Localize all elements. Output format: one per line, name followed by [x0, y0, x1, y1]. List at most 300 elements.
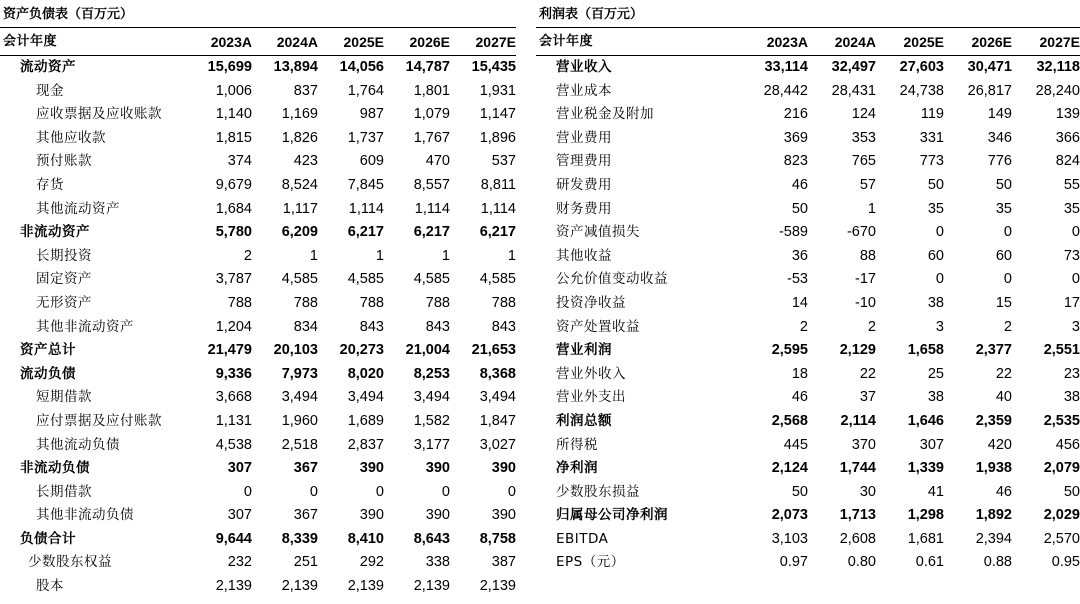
row-label: 预付账款	[36, 153, 92, 170]
row-value: 50	[927, 176, 944, 193]
row-value: 3,177	[413, 436, 450, 453]
row-value: 2,029	[1043, 507, 1080, 524]
row-value: 1	[375, 247, 384, 264]
table-row	[0, 410, 516, 434]
row-value: 2,359	[975, 412, 1012, 429]
row-value: 27,603	[899, 59, 944, 75]
row-value: 2,551	[1043, 342, 1080, 359]
row-value: 0	[441, 483, 450, 500]
table-row	[536, 504, 1080, 528]
row-value: 30	[859, 483, 876, 500]
row-value: 338	[425, 554, 450, 571]
table-row	[536, 80, 1080, 104]
row-value: 1,147	[479, 106, 516, 123]
table-row	[536, 292, 1080, 316]
table-row	[536, 481, 1080, 505]
table-row	[0, 198, 516, 222]
row-value: 60	[995, 247, 1012, 264]
row-label: 无形资产	[36, 294, 92, 311]
row-value: 1,681	[907, 530, 944, 547]
row-label: 资产减值损失	[556, 224, 640, 241]
table-row	[536, 410, 1080, 434]
row-label: 其他非流动资产	[36, 318, 134, 335]
row-value: 21,004	[405, 342, 450, 359]
row-value: 824	[1055, 153, 1080, 170]
row-value: 3	[935, 318, 944, 335]
row-value: 1,684	[215, 200, 252, 217]
row-value: 3,494	[281, 389, 318, 406]
row-value: 2,139	[281, 578, 318, 595]
row-label: 少数股东权益	[28, 554, 112, 571]
row-value: 8,758	[479, 530, 516, 547]
row-label: 现金	[36, 82, 64, 99]
row-value: 307	[919, 436, 944, 453]
row-label: 净利润	[556, 460, 598, 477]
row-value: 8,410	[347, 530, 384, 547]
row-value: 251	[293, 554, 318, 571]
row-value: 390	[425, 460, 450, 477]
row-value: 1,744	[839, 460, 876, 477]
row-value: 1,339	[907, 460, 944, 477]
header-label: 会计年度	[3, 34, 58, 49]
table-row	[0, 339, 516, 363]
row-value: 1,646	[907, 412, 944, 429]
row-value: 987	[359, 106, 384, 123]
row-value: 8,643	[413, 530, 450, 547]
row-value: 1,767	[413, 129, 450, 146]
row-value: 1,079	[413, 106, 450, 123]
row-label: 营业税金及附加	[556, 106, 654, 123]
row-value: 26,817	[967, 82, 1012, 99]
row-value: 2	[799, 318, 808, 335]
row-value: 3,668	[215, 389, 252, 406]
row-value: 0	[507, 483, 516, 500]
row-value: 1,764	[347, 82, 384, 99]
row-value: 2,139	[413, 578, 450, 595]
header-label: 会计年度	[539, 34, 594, 49]
row-value: 0.95	[1051, 554, 1080, 571]
row-value: 4,585	[413, 271, 450, 288]
table-row	[536, 551, 1080, 575]
row-label: 固定资产	[36, 271, 92, 288]
row-value: 3,494	[413, 389, 450, 406]
row-label: 其他流动负债	[36, 436, 120, 453]
row-label: 投资净收益	[556, 294, 626, 311]
row-value: 2	[1003, 318, 1012, 335]
row-value: 55	[1063, 176, 1080, 193]
row-value: 38	[1063, 389, 1080, 406]
table-row	[536, 56, 1080, 80]
row-value: 374	[227, 153, 252, 170]
row-value: 15,699	[207, 59, 252, 75]
balance-sheet-title: 资产负债表（百万元）	[0, 0, 516, 28]
row-label: 流动资产	[20, 59, 76, 75]
row-value: 1,006	[215, 82, 252, 99]
row-value: 28,431	[831, 82, 876, 99]
table-row	[0, 103, 516, 127]
row-label: 存货	[36, 176, 64, 193]
row-value: 7,973	[281, 365, 318, 382]
row-label: 公允价值变动收益	[556, 271, 668, 288]
row-value: 24,738	[899, 82, 944, 99]
row-label: 研发费用	[556, 176, 612, 193]
row-value: 390	[425, 507, 450, 524]
header-year: 2024A	[834, 34, 876, 50]
row-value: 6,217	[347, 224, 384, 241]
table-row	[536, 127, 1080, 151]
row-value: 20,103	[273, 342, 318, 359]
row-value: 3,103	[771, 530, 808, 547]
row-value: 20,273	[339, 342, 384, 359]
row-value: 2,837	[347, 436, 384, 453]
row-value: -17	[855, 271, 876, 288]
row-value: 2,518	[281, 436, 318, 453]
row-value: 2	[243, 247, 252, 264]
row-value: 369	[783, 129, 808, 146]
row-value: 1,960	[281, 412, 318, 429]
row-value: 1	[441, 247, 450, 264]
row-value: 2,568	[771, 412, 808, 429]
row-value: 1,689	[347, 412, 384, 429]
row-value: 445	[783, 436, 808, 453]
row-value: 7,845	[347, 176, 384, 193]
row-label: 营业费用	[556, 129, 612, 146]
row-label: 营业外收入	[556, 365, 626, 382]
row-value: 14,056	[339, 59, 384, 75]
row-label: 归属母公司净利润	[556, 507, 668, 524]
row-value: 22	[995, 365, 1012, 382]
row-value: 8,253	[413, 365, 450, 382]
row-label: 非流动负债	[20, 460, 90, 477]
row-value: 17	[1063, 294, 1080, 311]
row-value: 0.80	[847, 554, 876, 571]
row-label: 其他流动资产	[36, 200, 120, 217]
row-value: 5,780	[215, 224, 252, 241]
row-value: 2,124	[771, 460, 808, 477]
row-value: 1,114	[480, 200, 516, 217]
row-value: 0.88	[983, 554, 1012, 571]
table-row	[0, 127, 516, 151]
row-value: 1,131	[215, 412, 252, 429]
header-year: 2023A	[210, 34, 252, 50]
row-value: 46	[995, 483, 1012, 500]
header-year: 2027E	[475, 34, 516, 50]
row-value: -670	[846, 224, 876, 241]
row-label: 股本	[36, 578, 64, 595]
table-row	[0, 292, 516, 316]
table-row	[0, 150, 516, 174]
row-value: 788	[359, 294, 384, 311]
row-label: 流动负债	[20, 365, 76, 382]
row-value: 1,658	[907, 342, 944, 359]
row-label: 短期借款	[36, 389, 92, 406]
row-value: 609	[359, 153, 384, 170]
row-value: 33,114	[764, 59, 808, 75]
row-value: 25	[927, 365, 944, 382]
row-value: 3,027	[479, 436, 516, 453]
table-row	[536, 198, 1080, 222]
row-value: 13,894	[273, 59, 318, 75]
table-row	[0, 316, 516, 340]
row-value: 21,653	[471, 342, 516, 359]
row-value: 232	[227, 554, 252, 571]
table-row	[536, 150, 1080, 174]
row-label: 资产处置收益	[556, 318, 640, 335]
row-value: 216	[783, 106, 808, 123]
row-value: 1,114	[348, 200, 384, 217]
row-value: 0	[1071, 224, 1080, 241]
row-value: 8,557	[413, 176, 450, 193]
table-row	[536, 528, 1080, 552]
row-label: 应付票据及应付账款	[36, 412, 162, 429]
row-value: 788	[425, 294, 450, 311]
row-value: 35	[1063, 200, 1080, 217]
table-row	[536, 174, 1080, 198]
row-value: 2,139	[479, 578, 516, 595]
balance-sheet-header	[0, 28, 516, 56]
table-row	[0, 245, 516, 269]
row-label: 少数股东损益	[556, 483, 640, 500]
row-value: 1,892	[975, 507, 1012, 524]
row-value: 6,217	[413, 224, 450, 241]
income-statement-rows	[536, 56, 1080, 575]
row-value: 4,585	[281, 271, 318, 288]
row-value: 3,494	[479, 389, 516, 406]
row-value: 1	[309, 247, 318, 264]
row-label: 利润总额	[556, 412, 612, 429]
row-value: 2,139	[215, 578, 252, 595]
row-value: 4,538	[215, 436, 252, 453]
row-value: 9,336	[215, 365, 252, 382]
row-value: 292	[359, 554, 384, 571]
row-value: 1,801	[413, 82, 450, 99]
table-row	[536, 457, 1080, 481]
row-value: 420	[987, 436, 1012, 453]
table-row	[0, 434, 516, 458]
row-value: 765	[851, 153, 876, 170]
row-value: 6,217	[479, 224, 516, 241]
row-value: 2,377	[975, 342, 1012, 359]
row-value: 1,847	[479, 412, 516, 429]
row-value: 0	[1071, 271, 1080, 288]
row-value: 788	[491, 294, 516, 311]
row-value: 0	[243, 483, 252, 500]
balance-sheet-rows	[0, 56, 516, 599]
row-label: 营业成本	[556, 82, 612, 99]
row-value: 0	[375, 483, 384, 500]
row-value: 36	[791, 247, 808, 264]
row-value: 38	[927, 389, 944, 406]
row-value: 50	[791, 200, 808, 217]
row-value: 3,494	[347, 389, 384, 406]
row-value: 1,896	[479, 129, 516, 146]
table-row	[536, 245, 1080, 269]
row-value: 4,585	[479, 271, 516, 288]
row-value: 788	[293, 294, 318, 311]
row-value: 353	[851, 129, 876, 146]
row-value: 776	[987, 153, 1012, 170]
row-label: 财务费用	[556, 200, 612, 217]
row-label: EPS（元）	[556, 554, 625, 571]
row-value: 3	[1071, 318, 1080, 335]
row-value: 8,339	[281, 530, 318, 547]
row-value: 367	[293, 460, 318, 477]
table-row	[0, 363, 516, 387]
row-value: 537	[491, 153, 516, 170]
table-row	[0, 457, 516, 481]
row-value: 50	[1063, 483, 1080, 500]
row-label: 其他收益	[556, 247, 612, 264]
row-value: 50	[995, 176, 1012, 193]
table-row	[536, 103, 1080, 127]
row-value: 2,535	[1043, 412, 1080, 429]
table-row	[0, 56, 516, 80]
row-value: 2	[867, 318, 876, 335]
row-value: 28,240	[1035, 82, 1080, 99]
table-row	[536, 386, 1080, 410]
row-value: 18	[791, 365, 808, 382]
income-statement-panel	[536, 0, 1080, 575]
row-value: -10	[855, 294, 876, 311]
row-value: 0	[1003, 271, 1012, 288]
row-value: 2,073	[771, 507, 808, 524]
row-label: 负债合计	[20, 530, 76, 547]
row-value: 1,298	[907, 507, 944, 524]
row-value: 50	[791, 483, 808, 500]
table-row	[0, 221, 516, 245]
balance-sheet-panel	[0, 0, 516, 599]
row-value: -53	[787, 271, 808, 288]
row-value: 390	[491, 460, 516, 477]
row-value: 32,497	[831, 59, 876, 75]
row-value: 456	[1055, 436, 1080, 453]
row-value: 1	[867, 200, 876, 217]
row-value: 1,582	[413, 412, 450, 429]
row-value: 0	[935, 271, 944, 288]
row-value: 9,679	[215, 176, 252, 193]
row-value: 2,394	[975, 530, 1012, 547]
row-value: 1,140	[215, 106, 252, 123]
row-value: 15,435	[471, 59, 516, 75]
row-value: -589	[778, 224, 808, 241]
row-value: 307	[227, 460, 252, 477]
row-value: 1,713	[839, 507, 876, 524]
row-value: 2,595	[771, 342, 808, 359]
row-value: 2,079	[1043, 460, 1080, 477]
row-value: 0	[935, 224, 944, 241]
table-row	[0, 504, 516, 528]
header-year: 2025E	[343, 34, 384, 50]
row-label: 其他应收款	[36, 129, 106, 146]
row-value: 14	[791, 294, 808, 311]
row-value: 60	[927, 247, 944, 264]
row-value: 1,204	[215, 318, 252, 335]
row-label: 所得税	[556, 436, 598, 453]
row-value: 14,787	[405, 59, 450, 75]
row-value: 0.97	[779, 554, 808, 571]
row-value: 149	[987, 106, 1012, 123]
row-value: 387	[491, 554, 516, 571]
row-value: 6,209	[281, 224, 318, 241]
row-value: 9,644	[215, 530, 252, 547]
row-value: 21,479	[207, 342, 252, 359]
row-value: 1,938	[975, 460, 1012, 477]
row-value: 23	[1063, 365, 1080, 382]
row-value: 773	[919, 153, 944, 170]
row-value: 1,117	[282, 200, 318, 217]
table-row	[536, 268, 1080, 292]
income-statement-title: 利润表（百万元）	[536, 0, 1080, 28]
row-label: 长期借款	[36, 483, 92, 500]
table-row	[0, 268, 516, 292]
row-value: 40	[995, 389, 1012, 406]
header-year: 2025E	[903, 34, 944, 50]
row-value: 0	[309, 483, 318, 500]
row-value: 1,169	[281, 106, 318, 123]
table-row	[0, 481, 516, 505]
table-row	[536, 363, 1080, 387]
row-value: 37	[859, 389, 876, 406]
row-value: 837	[293, 82, 318, 99]
row-value: 370	[851, 436, 876, 453]
row-value: 834	[293, 318, 318, 335]
income-statement-header	[536, 28, 1080, 56]
row-value: 1,114	[414, 200, 450, 217]
row-value: 307	[227, 507, 252, 524]
row-value: 423	[293, 153, 318, 170]
row-label: 其他非流动负债	[36, 507, 134, 524]
row-value: 88	[859, 247, 876, 264]
table-row	[536, 316, 1080, 340]
row-label: 非流动资产	[20, 224, 90, 241]
row-value: 41	[927, 483, 944, 500]
row-value: 73	[1063, 247, 1080, 264]
row-value: 119	[920, 106, 944, 123]
row-value: 4,585	[347, 271, 384, 288]
row-value: 28,442	[763, 82, 808, 99]
table-row	[0, 80, 516, 104]
table-row	[0, 386, 516, 410]
row-value: 22	[859, 365, 876, 382]
table-row	[0, 174, 516, 198]
table-row	[536, 221, 1080, 245]
row-value: 8,811	[480, 176, 516, 193]
header-year: 2023A	[766, 34, 808, 50]
row-value: 823	[783, 153, 808, 170]
row-value: 843	[425, 318, 450, 335]
header-year: 2026E	[409, 34, 450, 50]
row-label: 应收票据及应收账款	[36, 106, 162, 123]
row-value: 8,020	[347, 365, 384, 382]
row-value: 8,524	[281, 176, 318, 193]
table-row	[0, 551, 516, 575]
row-label: 管理费用	[556, 153, 612, 170]
row-value: 35	[995, 200, 1012, 217]
header-year: 2027E	[1039, 34, 1080, 50]
row-value: 8,368	[479, 365, 516, 382]
row-value: 1	[507, 247, 516, 264]
row-value: 1,931	[479, 82, 516, 99]
row-value: 346	[987, 129, 1012, 146]
row-value: 788	[227, 294, 252, 311]
row-value: 1,826	[281, 129, 318, 146]
row-value: 139	[1055, 106, 1080, 123]
row-value: 46	[791, 389, 808, 406]
row-value: 3,787	[215, 271, 252, 288]
row-value: 1,815	[215, 129, 252, 146]
row-value: 38	[927, 294, 944, 311]
table-row	[536, 434, 1080, 458]
